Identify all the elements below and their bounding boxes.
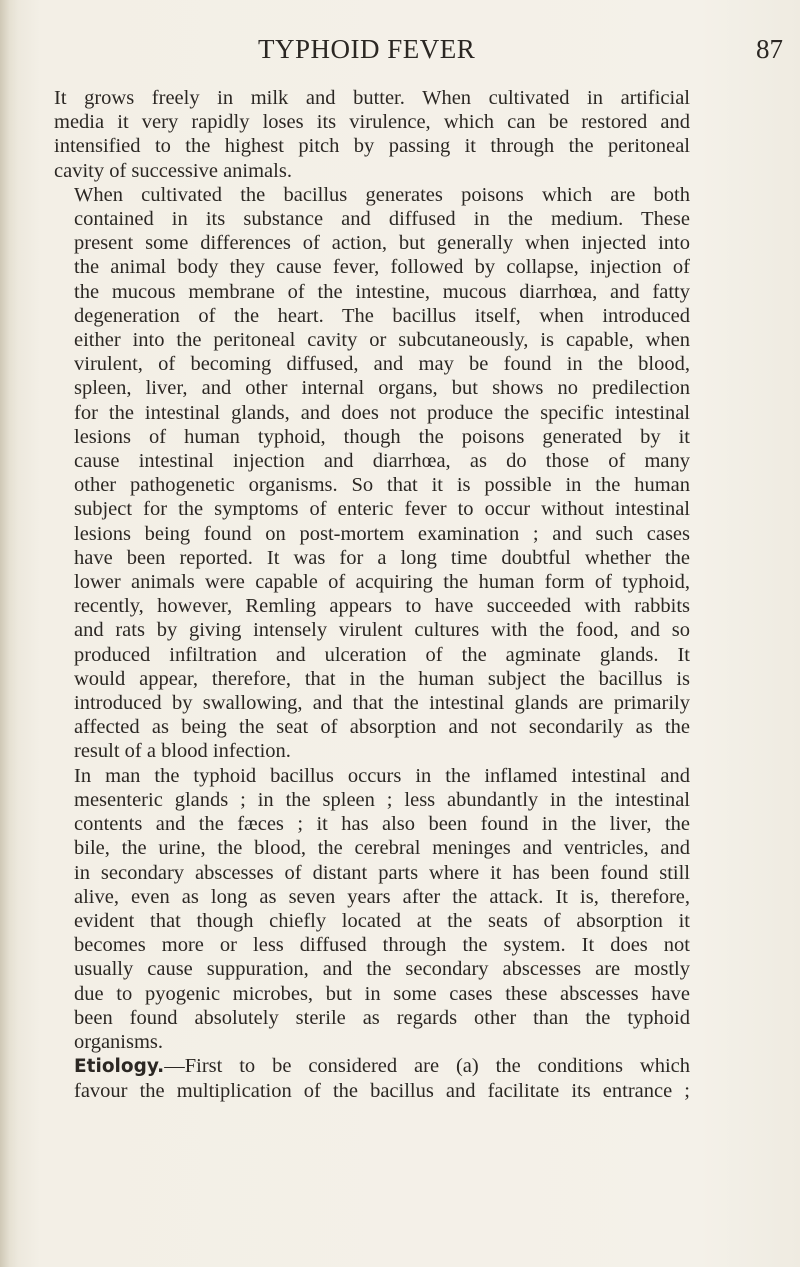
text-line: virulent, of becoming diffused, and may be found in the blood, xyxy=(74,353,690,376)
text-line: spleen, liver, and other internal organs, but shows no predilection xyxy=(74,377,690,400)
text-line: favour the multiplication of the bacillus and facilitate its entrance ; xyxy=(74,1080,690,1103)
text-line: When cultivated the bacillus generates poisons which are both xyxy=(74,183,690,206)
text-line: subject for the symptoms of enteric fever to occur without intestinal xyxy=(74,498,690,521)
text-line: and rats by giving intensely virulent cultures with the food, and so xyxy=(74,619,690,642)
text-line: due to pyogenic microbes, but in some cases these abscesses have xyxy=(74,982,690,1005)
running-title: TYPHOID FEVER xyxy=(258,34,476,64)
text-line: evident that though chiefly located at the seats of absorption it xyxy=(74,909,690,932)
text-line: in secondary abscesses of distant parts where it has been found still xyxy=(74,861,690,884)
text-line: present some differences of action, but generally when injected into xyxy=(74,232,690,255)
page-header xyxy=(0,34,800,74)
text-line: recently, however, Remling appears to have succeeded with rabbits xyxy=(74,595,690,618)
text-line: would appear, therefore, that in the human subject the bacillus is xyxy=(74,667,690,690)
text-line: degeneration of the heart. The bacillus itself, when introduced xyxy=(74,304,690,327)
binding-edge xyxy=(0,0,18,1267)
text-line: produced infiltration and ulceration of the agminate glands. It xyxy=(74,643,690,666)
page-number: 87 xyxy=(756,34,783,64)
text-line: media it very rapidly loses its virulence, which can be restored and xyxy=(54,111,690,134)
text-line: lower animals were capable of acquiring the human form of typhoid, xyxy=(74,571,690,594)
paragraph-etiology xyxy=(54,1054,690,1103)
text-line: contents and the fæces ; it has also been found in the liver, the xyxy=(74,813,690,836)
paragraph-2 xyxy=(54,183,690,764)
text-line: mesenteric glands ; in the spleen ; less abundantly in the intestinal xyxy=(74,788,690,811)
text-line: organisms. xyxy=(74,1030,164,1053)
text-line: It grows freely in milk and butter. When cultivated in artificial xyxy=(54,87,690,109)
paragraph-1 xyxy=(54,86,690,183)
text-line: the mucous membrane of the intestine, mucous diarrhœa, and fatty xyxy=(74,280,690,303)
text-line: becomes more or less diffused through the system. It does not xyxy=(74,934,690,957)
text-line: alive, even as long as seven years after the attack. It is, therefore, xyxy=(74,885,690,908)
text-line: been found absolutely sterile as regards other than the typhoid xyxy=(74,1006,690,1029)
text-line: the animal body they cause fever, followed by collapse, injection of xyxy=(74,256,690,279)
text-line: cavity of successive animals. xyxy=(54,159,292,182)
text-line: have been reported. It was for a long time doubtful whether the xyxy=(74,546,690,569)
text-line: intensified to the highest pitch by passing it through the peritoneal xyxy=(54,135,690,158)
text-line: introduced by swallowing, and that the intestinal glands are primarily xyxy=(74,692,690,715)
text-line: lesions being found on post-mortem examination ; and such cases xyxy=(74,522,690,545)
text-line: cause intestinal injection and diarrhœa, as do those of many xyxy=(74,450,690,473)
paragraph-3 xyxy=(54,764,690,1054)
text-line: contained in its substance and diffused in the medium. These xyxy=(74,208,690,231)
text-line: affected as being the seat of absorption and not secondarily as the xyxy=(74,716,690,739)
etiology-text: —First to be considered are (a) the conditions which xyxy=(164,1055,690,1078)
text-line xyxy=(54,1054,690,1079)
etiology-heading: Etiology. xyxy=(74,1056,165,1078)
text-line: In man the typhoid bacillus occurs in the inflamed intestinal and xyxy=(74,764,690,787)
text-line: lesions of human typhoid, though the poisons generated by it xyxy=(74,425,690,448)
text-line: either into the peritoneal cavity or subcutaneously, is capable, when xyxy=(74,329,690,352)
text-line: usually cause suppuration, and the secondary abscesses are mostly xyxy=(74,958,690,981)
text-line: for the intestinal glands, and does not produce the specific intestinal xyxy=(74,401,690,424)
text-line: result of a blood infection. xyxy=(74,740,291,763)
body-text xyxy=(54,86,690,1104)
text-line: other pathogenetic organisms. So that it is possible in the human xyxy=(74,474,690,497)
text-line: bile, the urine, the blood, the cerebral meninges and ventricles, and xyxy=(74,837,690,860)
